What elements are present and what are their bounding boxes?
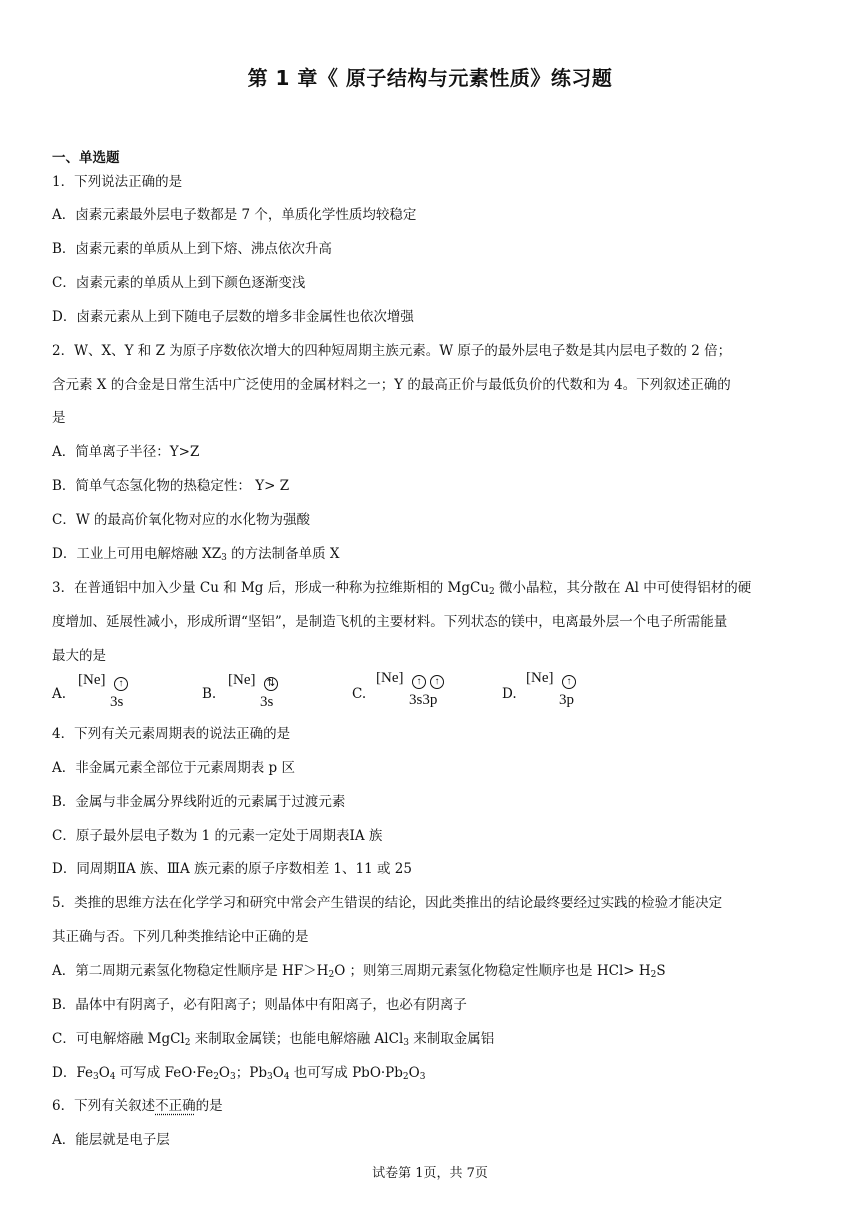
q2-option-c: C．W 的最高价氧化物对应的水化物为强酸 xyxy=(52,512,310,528)
subscript: 2 xyxy=(650,970,657,980)
q1-stem: 1．下列说法正确的是 xyxy=(52,174,183,190)
electron-up-arrow-icon: ↑ xyxy=(412,675,426,689)
q1-option-b: B．卤素元素的单质从上到下熔、沸点依次升高 xyxy=(52,241,332,257)
section-heading: 一、单选题 xyxy=(52,150,120,166)
text: O xyxy=(408,1065,420,1081)
q5-option-c xyxy=(52,1029,812,1053)
q2-option-d xyxy=(52,544,812,568)
neon-core: [Ne] xyxy=(228,672,256,688)
subscript: 4 xyxy=(109,1072,116,1082)
subscript: 2 xyxy=(184,1038,191,1048)
q4-option-b: B．金属与非金属分界线附近的元素属于过渡元素 xyxy=(52,794,346,810)
text: S xyxy=(656,963,666,979)
q3-stem-line-2: 度增加、延展性减小，形成所谓“坚铝”，是制造飞机的主要材料。下列状态的镁中，电离最外层一个电子所需能量 xyxy=(52,614,728,630)
electron-pair-arrows-icon: ⇅ xyxy=(264,677,278,691)
text: O xyxy=(272,1065,284,1081)
q4-option-d: D．同周期ⅡA 族、ⅢA 族元素的原子序数相差 1、11 或 25 xyxy=(52,861,412,877)
q4-stem: 4．下列有关元素周期表的说法正确的是 xyxy=(52,726,291,742)
subscript: 3 xyxy=(92,1072,99,1082)
q3-stem-line-1 xyxy=(52,578,812,602)
q2-option-d-text-end: 的方法制备单质 X xyxy=(226,546,340,562)
q5-option-a xyxy=(52,961,812,985)
q4-option-a: A．非金属元素全部位于元素周期表 p 区 xyxy=(52,760,295,776)
q5-option-b: B．晶体中有阴离子，必有阳离子；则晶体中有阳离子，也必有阴离子 xyxy=(52,997,467,1013)
q3-options xyxy=(52,672,812,716)
q2-option-b: B．简单气态氢化物的热稳定性： Y> Z xyxy=(52,478,290,494)
q3-stem-line-3: 最大的是 xyxy=(52,648,106,664)
text: C．可电解熔融 MgCl xyxy=(52,1031,185,1047)
subscript: 2 xyxy=(328,970,335,980)
text: ；Pb xyxy=(235,1065,267,1081)
option-label: A. xyxy=(52,686,67,702)
electron-up-arrow-icon: ↑ xyxy=(114,677,128,691)
text: 6．下列有关叙述 xyxy=(52,1098,156,1114)
neon-core: [Ne] xyxy=(78,672,106,688)
text: A．第二周期元素氢化物稳定性顺序是 HF＞H xyxy=(52,963,329,979)
page-title: 第 1 章《 原子结构与元素性质》练习题 xyxy=(247,66,613,90)
q5-stem-line-2: 其正确与否。下列几种类推结论中正确的是 xyxy=(52,929,309,945)
electron-up-arrow-icon: ↑ xyxy=(430,675,444,689)
subscript: 2 xyxy=(402,1072,409,1082)
q4-option-c: C．原子最外层电子数为 1 的元素一定处于周期表ⅠA 族 xyxy=(52,828,383,844)
neon-core: [Ne] xyxy=(526,670,554,686)
emphasis-text: 不正确 xyxy=(155,1098,196,1114)
q6-option-a: A．能层就是电子层 xyxy=(52,1132,170,1148)
text: O xyxy=(98,1065,110,1081)
q6-stem xyxy=(52,1096,812,1116)
text: D．Fe xyxy=(52,1065,93,1081)
q3-stem-text-end: 微小晶粒，其分散在 Al 中可使得铝材的硬 xyxy=(494,580,752,596)
text: O xyxy=(218,1065,230,1081)
subscript: 3 xyxy=(266,1072,273,1082)
orbital-label: 3s3p xyxy=(409,692,438,708)
q1-option-d: D．卤素元素从上到下随电子层数的增多非金属性也依次增强 xyxy=(52,309,414,325)
subscript: 3 xyxy=(403,1038,409,1048)
text: 也可写成 PbO·Pb xyxy=(289,1065,403,1081)
orbital-label: 3p xyxy=(559,692,574,708)
q1-option-a: A．卤素元素最外层电子数都是 7 个，单质化学性质均较稳定 xyxy=(52,207,417,223)
subscript: 4 xyxy=(283,1072,290,1082)
text: O ；则第三周期元素氢化物稳定性顺序也是 HCl> H xyxy=(334,963,651,979)
page-footer: 试卷第 1页，共 7页 xyxy=(372,1166,488,1181)
q2-stem-line-3: 是 xyxy=(52,410,66,426)
option-label: C. xyxy=(352,686,367,702)
text: 来制取金属铝 xyxy=(409,1031,495,1047)
text: 可写成 FeO·Fe xyxy=(115,1065,214,1081)
subscript: 3 xyxy=(230,1072,236,1082)
q2-stem-line-2: 含元素 X 的合金是日常生活中广泛使用的金属材料之一；Y 的最高正价与最低负价的代数和为 4。下列叙述正确的 xyxy=(52,377,731,393)
electron-up-arrow-icon: ↑ xyxy=(562,675,576,689)
orbital-label: 3s xyxy=(260,694,274,710)
q5-option-d xyxy=(52,1063,812,1087)
subscript: 3 xyxy=(419,1072,426,1082)
q3-stem-text: 3．在普通铝中加入少量 Cu 和 Mg 后，形成一种称为拉维斯相的 MgCu xyxy=(52,580,490,596)
q2-stem-line-1: 2．W、X、Y 和 Z 为原子序数依次增大的四种短周期主族元素。W 原子的最外层电子数是其内层电子数的 2 倍； xyxy=(52,343,732,359)
subscript: 2 xyxy=(489,587,495,597)
subscript: 3 xyxy=(221,553,227,563)
q2-option-a: A．简单离子半径：Y>Z xyxy=(52,444,200,460)
option-label: B. xyxy=(202,686,217,702)
q2-option-d-text: D．工业上可用电解熔融 XZ xyxy=(52,546,222,562)
neon-core: [Ne] xyxy=(376,670,404,686)
q1-option-c: C．卤素元素的单质从上到下颜色逐渐变浅 xyxy=(52,275,306,291)
orbital-label: 3s xyxy=(110,694,124,710)
subscript: 2 xyxy=(213,1072,219,1082)
text: 的是 xyxy=(195,1098,223,1114)
option-label: D. xyxy=(502,686,517,702)
text: 来制取金属镁；也能电解熔融 AlCl xyxy=(190,1031,404,1047)
q5-stem-line-1: 5．类推的思维方法在化学学习和研究中常会产生错误的结论，因此类推出的结论最终要经过实践的检验才能决定 xyxy=(52,895,723,911)
